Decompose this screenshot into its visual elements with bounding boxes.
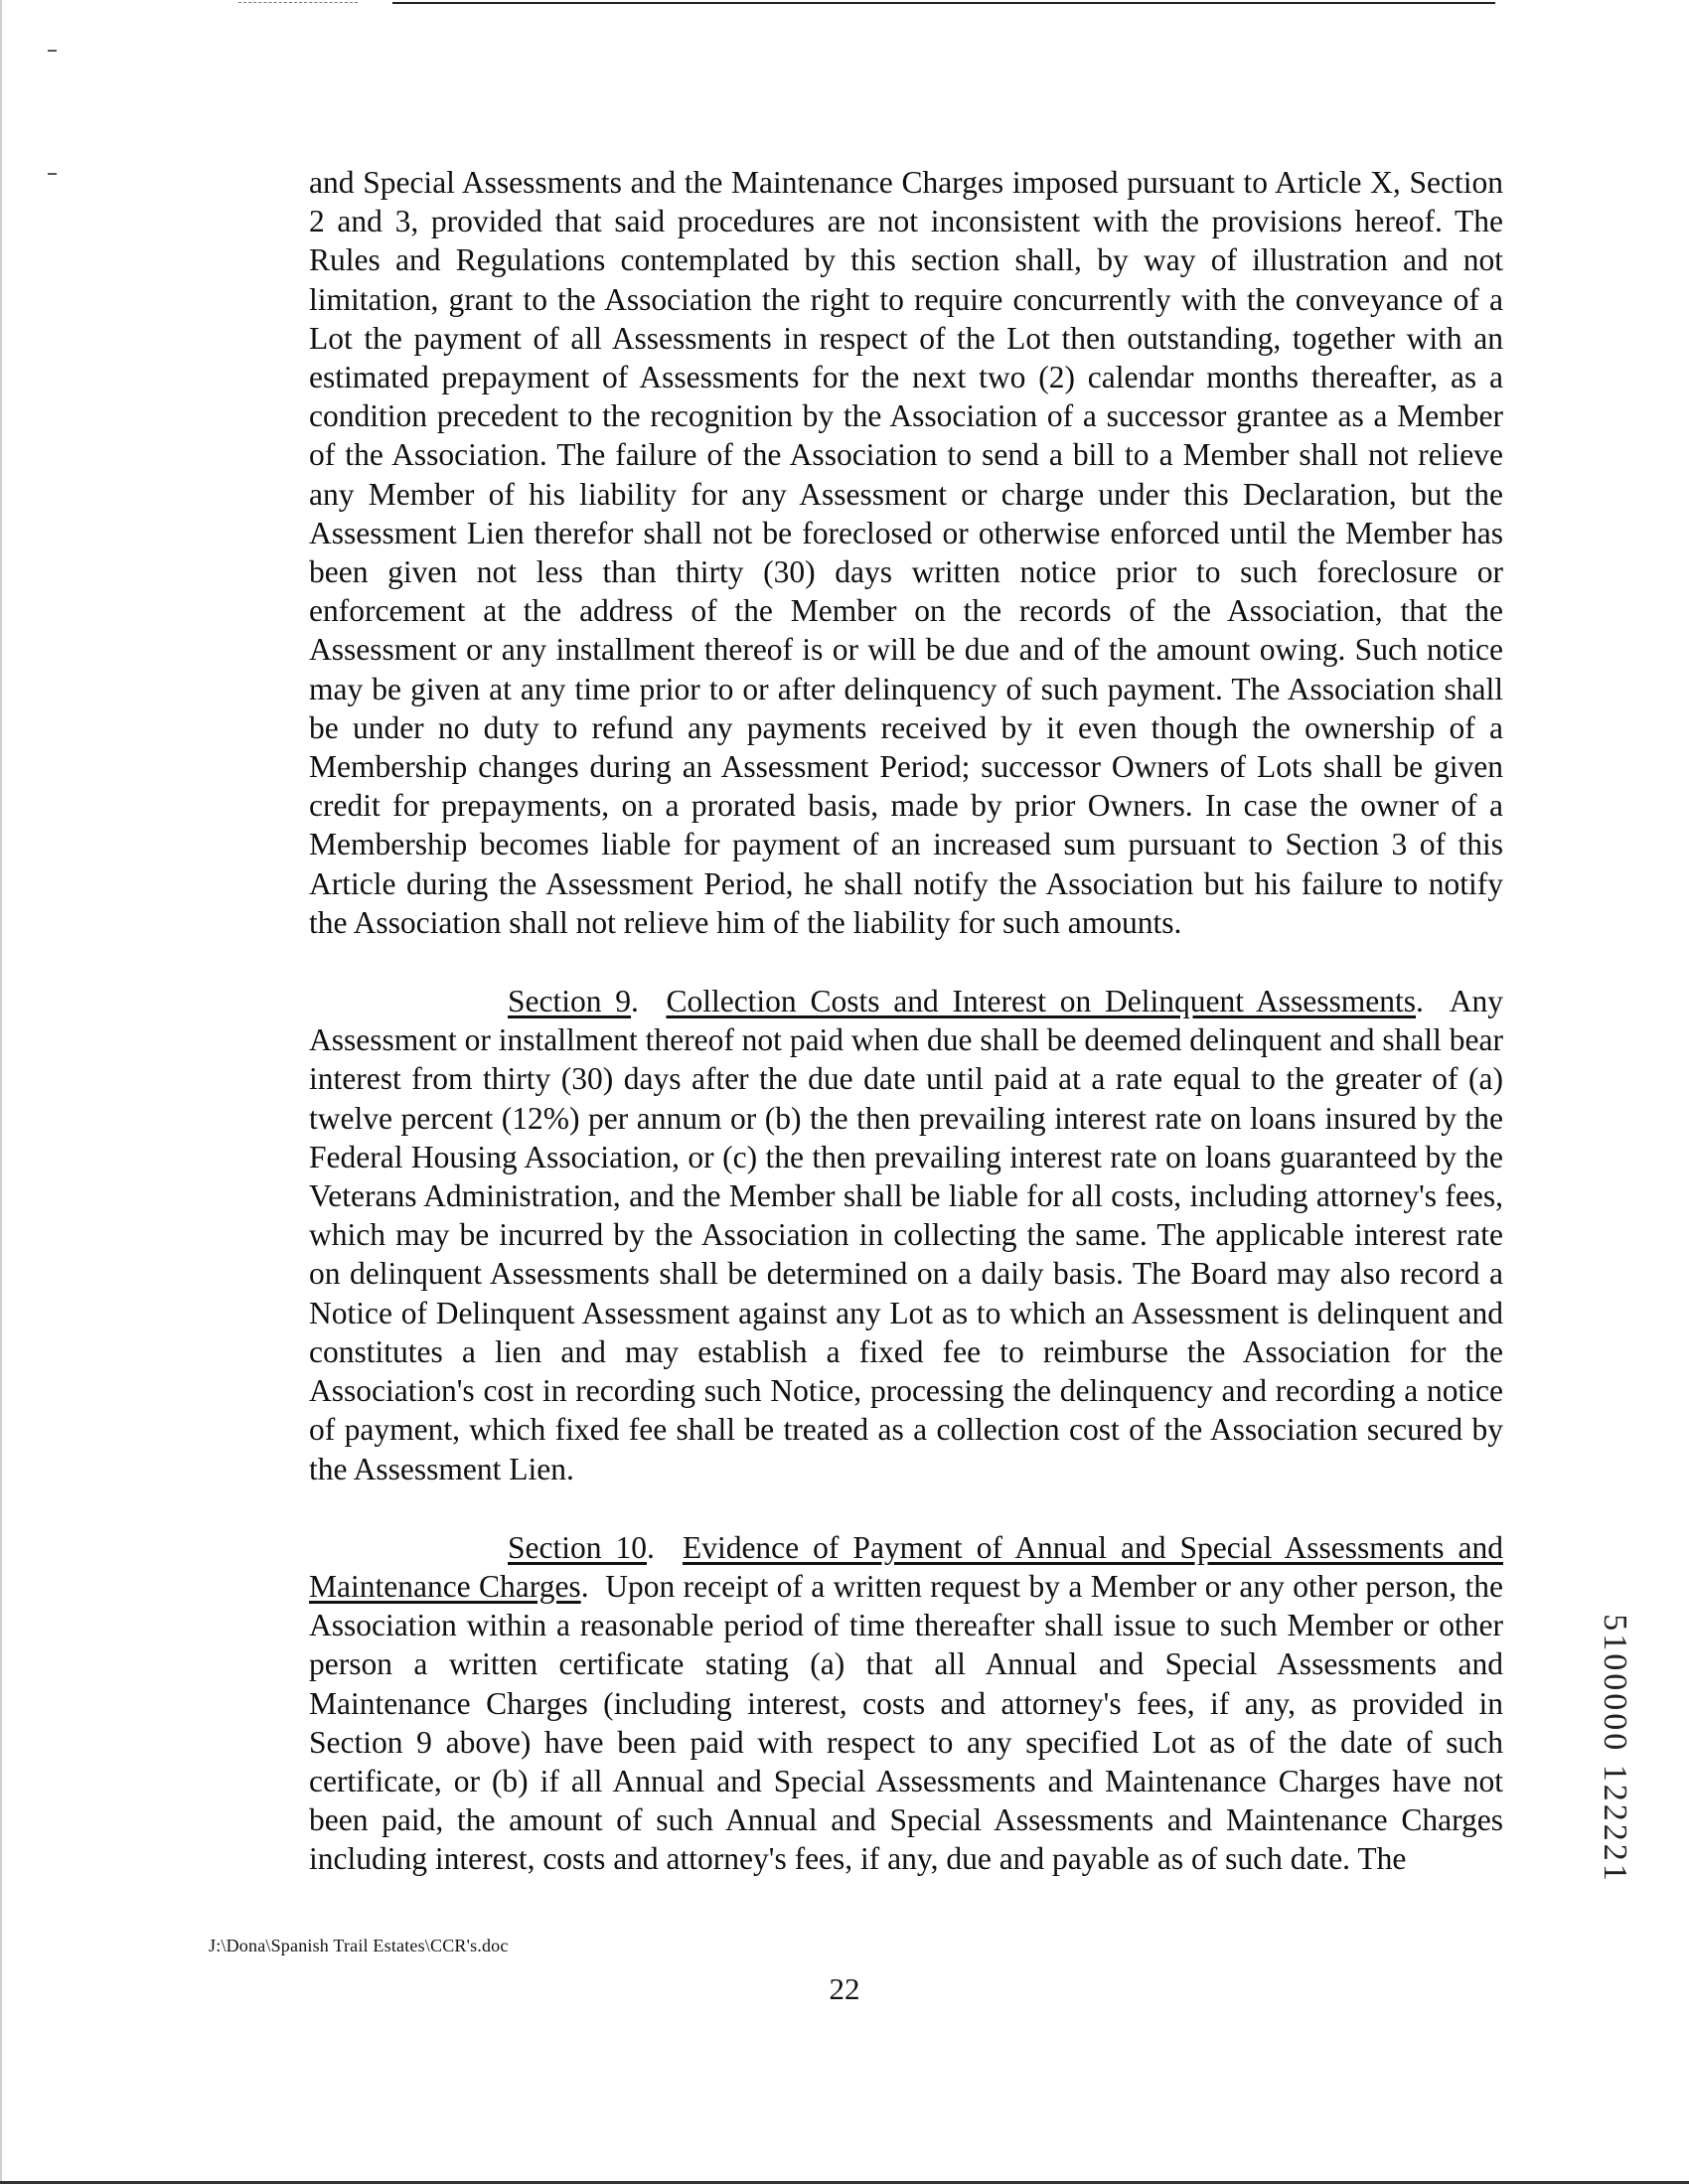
section-9-number: Section 9 <box>508 984 632 1019</box>
page-number: 22 <box>829 1971 860 2006</box>
document-body <box>309 163 1503 1879</box>
paragraph-gap <box>309 942 1503 982</box>
continuation-paragraph: and Special Assessments and the Maintenance Charges imposed pursuant to Article X, Section 2 and 3, provided that said procedures are not inconsistent with the provisions hereof. The Rules and Regulations contemplated by this section shall, by way of illustration and not limitation, grant to the Association the right to require concurrently with the conveyance of a Lot the payment of all Assessments in respect of the Lot then outstanding, together with an estimated prepayment of Assessments for the next two (2) calendar months thereafter, as a condition precedent to the recognition by the Association of a successor grantee as a Member of the Association. The failure of the Association to send a bill to a Member shall not relieve any Member of his liability for any Assessment or charge under this Declaration, but the Assessment Lien therefor shall not be foreclosed or otherwise enforced until the Member has been given not less than thirty (30) days written notice prior to such foreclosure or enforcement at the address of the Member on the records of the Association, that the Assessment or any installment thereof is or will be due and of the amount owing. Such notice may be given at any time prior to or after delinquency of such payment. The Association shall be under no duty to refund any payments received by it even though the ownership of a Membership changes during an Assessment Period; successor Owners of Lots shall be given credit for prepayments, on a prorated basis, made by prior Owners. In case the owner of a Membership becomes liable for payment of an increased sum pursuant to Section 3 of this Article during the Assessment Period, he shall notify the Association but his failure to notify the Association shall not relieve him of the liability for such amounts. <box>309 165 1503 940</box>
scan-top-rule <box>392 2 1495 4</box>
scan-top-dash <box>238 2 358 4</box>
bates-stamp <box>1570 1590 1659 1908</box>
bates-number: 5100000 122221 <box>1597 1614 1633 1884</box>
footer-file-path: J:\Dona\Spanish Trail Estates\CCR's.doc <box>209 1936 509 1955</box>
section-10-body: Upon receipt of a written request by a Member or any other person, the Association within a reasonable period of time thereafter shall issue to such Member or other person a written certificate stating (a) that all Annual and Special Assessments and Maintenance Charges (including interest, costs and attorney's fees, if any, as provided in Section 9 above) have been paid with respect to any specified Lot as of the date of such certificate, or (b) if all Annual and Special Assessments and Maintenance Charges have not been paid, the amount of such Annual and Special Assessments and Maintenance Charges including interest, costs and attorney's fees, if any, due and payable as of such date. The <box>309 1568 1503 1877</box>
section-9-paragraph: Section 9. Collection Costs and Interest on Delinquent Assessments. Any Assessment or installment thereof not paid when due shall be deemed delinquent and shall bear interest from thirty (30) days after the due date until paid at a rate equal to the greater of (a) twelve percent (12%) per annum or (b) the then prevailing interest rate on loans insured by the Federal Housing Association, or (c) the then prevailing interest rate on loans guaranteed by the Veterans Administration, and the Member shall be liable for all costs, including attorney's fees, which may be incurred by the Association in collecting the same. The applicable interest rate on delinquent Assessments shall be determined on a daily basis. The Board may also record a Notice of Delinquent Assessment against any Lot as to which an Assessment is delinquent and constitutes a lien and may establish a fixed fee to reimburse the Association for the Association's cost in recording such Notice, processing the delinquency and recording a notice of payment, which fixed fee shall be treated as a collection cost of the Association secured by the Assessment Lien. <box>309 984 1503 1486</box>
section-10-heading: Evidence of Payment of Annual and Special Assessments and Maintenance Charges <box>309 1529 1503 1604</box>
paragraph-gap <box>309 1488 1503 1528</box>
scan-left-edge <box>0 0 2 2184</box>
section-10-number: Section 10 <box>508 1529 648 1565</box>
section-10-paragraph: Section 10. Evidence of Payment of Annual and Special Assessments and Maintenance Charges. Upon receipt of a written request by a Member or any other person, the Association within a reasonable period of time thereafter shall issue to such Member or other person a written certificate stating (a) that all Annual and Special Assessments and Maintenance Charges (including interest, costs and attorney's fees, if any, as provided in Section 9 above) have been paid with respect to any specified Lot as of the date of such certificate, or (b) if all Annual and Special Assessments and Maintenance Charges have not been paid, the amount of such Annual and Special Assessments and Maintenance Charges including interest, costs and attorney's fees, if any, due and payable as of such date. The <box>309 1529 1503 1877</box>
section-9-heading: Collection Costs and Interest on Delinquent Assessments <box>666 984 1417 1019</box>
section-9-body: Any Assessment or installment thereof not paid when due shall be deemed delinquent and shall bear interest from thirty (30) days after the due date until paid at a rate equal to the greater of (a) twelve percent (12%) per annum or (b) the then prevailing interest rate on loans insured by the Federal Housing Association, or (c) the then prevailing interest rate on loans guaranteed by the Veterans Administration, and the Member shall be liable for all costs, including attorney's fees, which may be incurred by the Association in collecting the same. The applicable interest rate on delinquent Assessments shall be determined on a daily basis. The Board may also record a Notice of Delinquent Assessment against any Lot as to which an Assessment is delinquent and constitutes a lien and may establish a fixed fee to reimburse the Association for the Association's cost in recording such Notice, processing the delinquency and recording a notice of payment, which fixed fee shall be treated as a collection cost of the Association secured by the Assessment Lien. <box>309 984 1503 1486</box>
margin-mark <box>48 50 57 52</box>
margin-mark <box>48 173 57 175</box>
